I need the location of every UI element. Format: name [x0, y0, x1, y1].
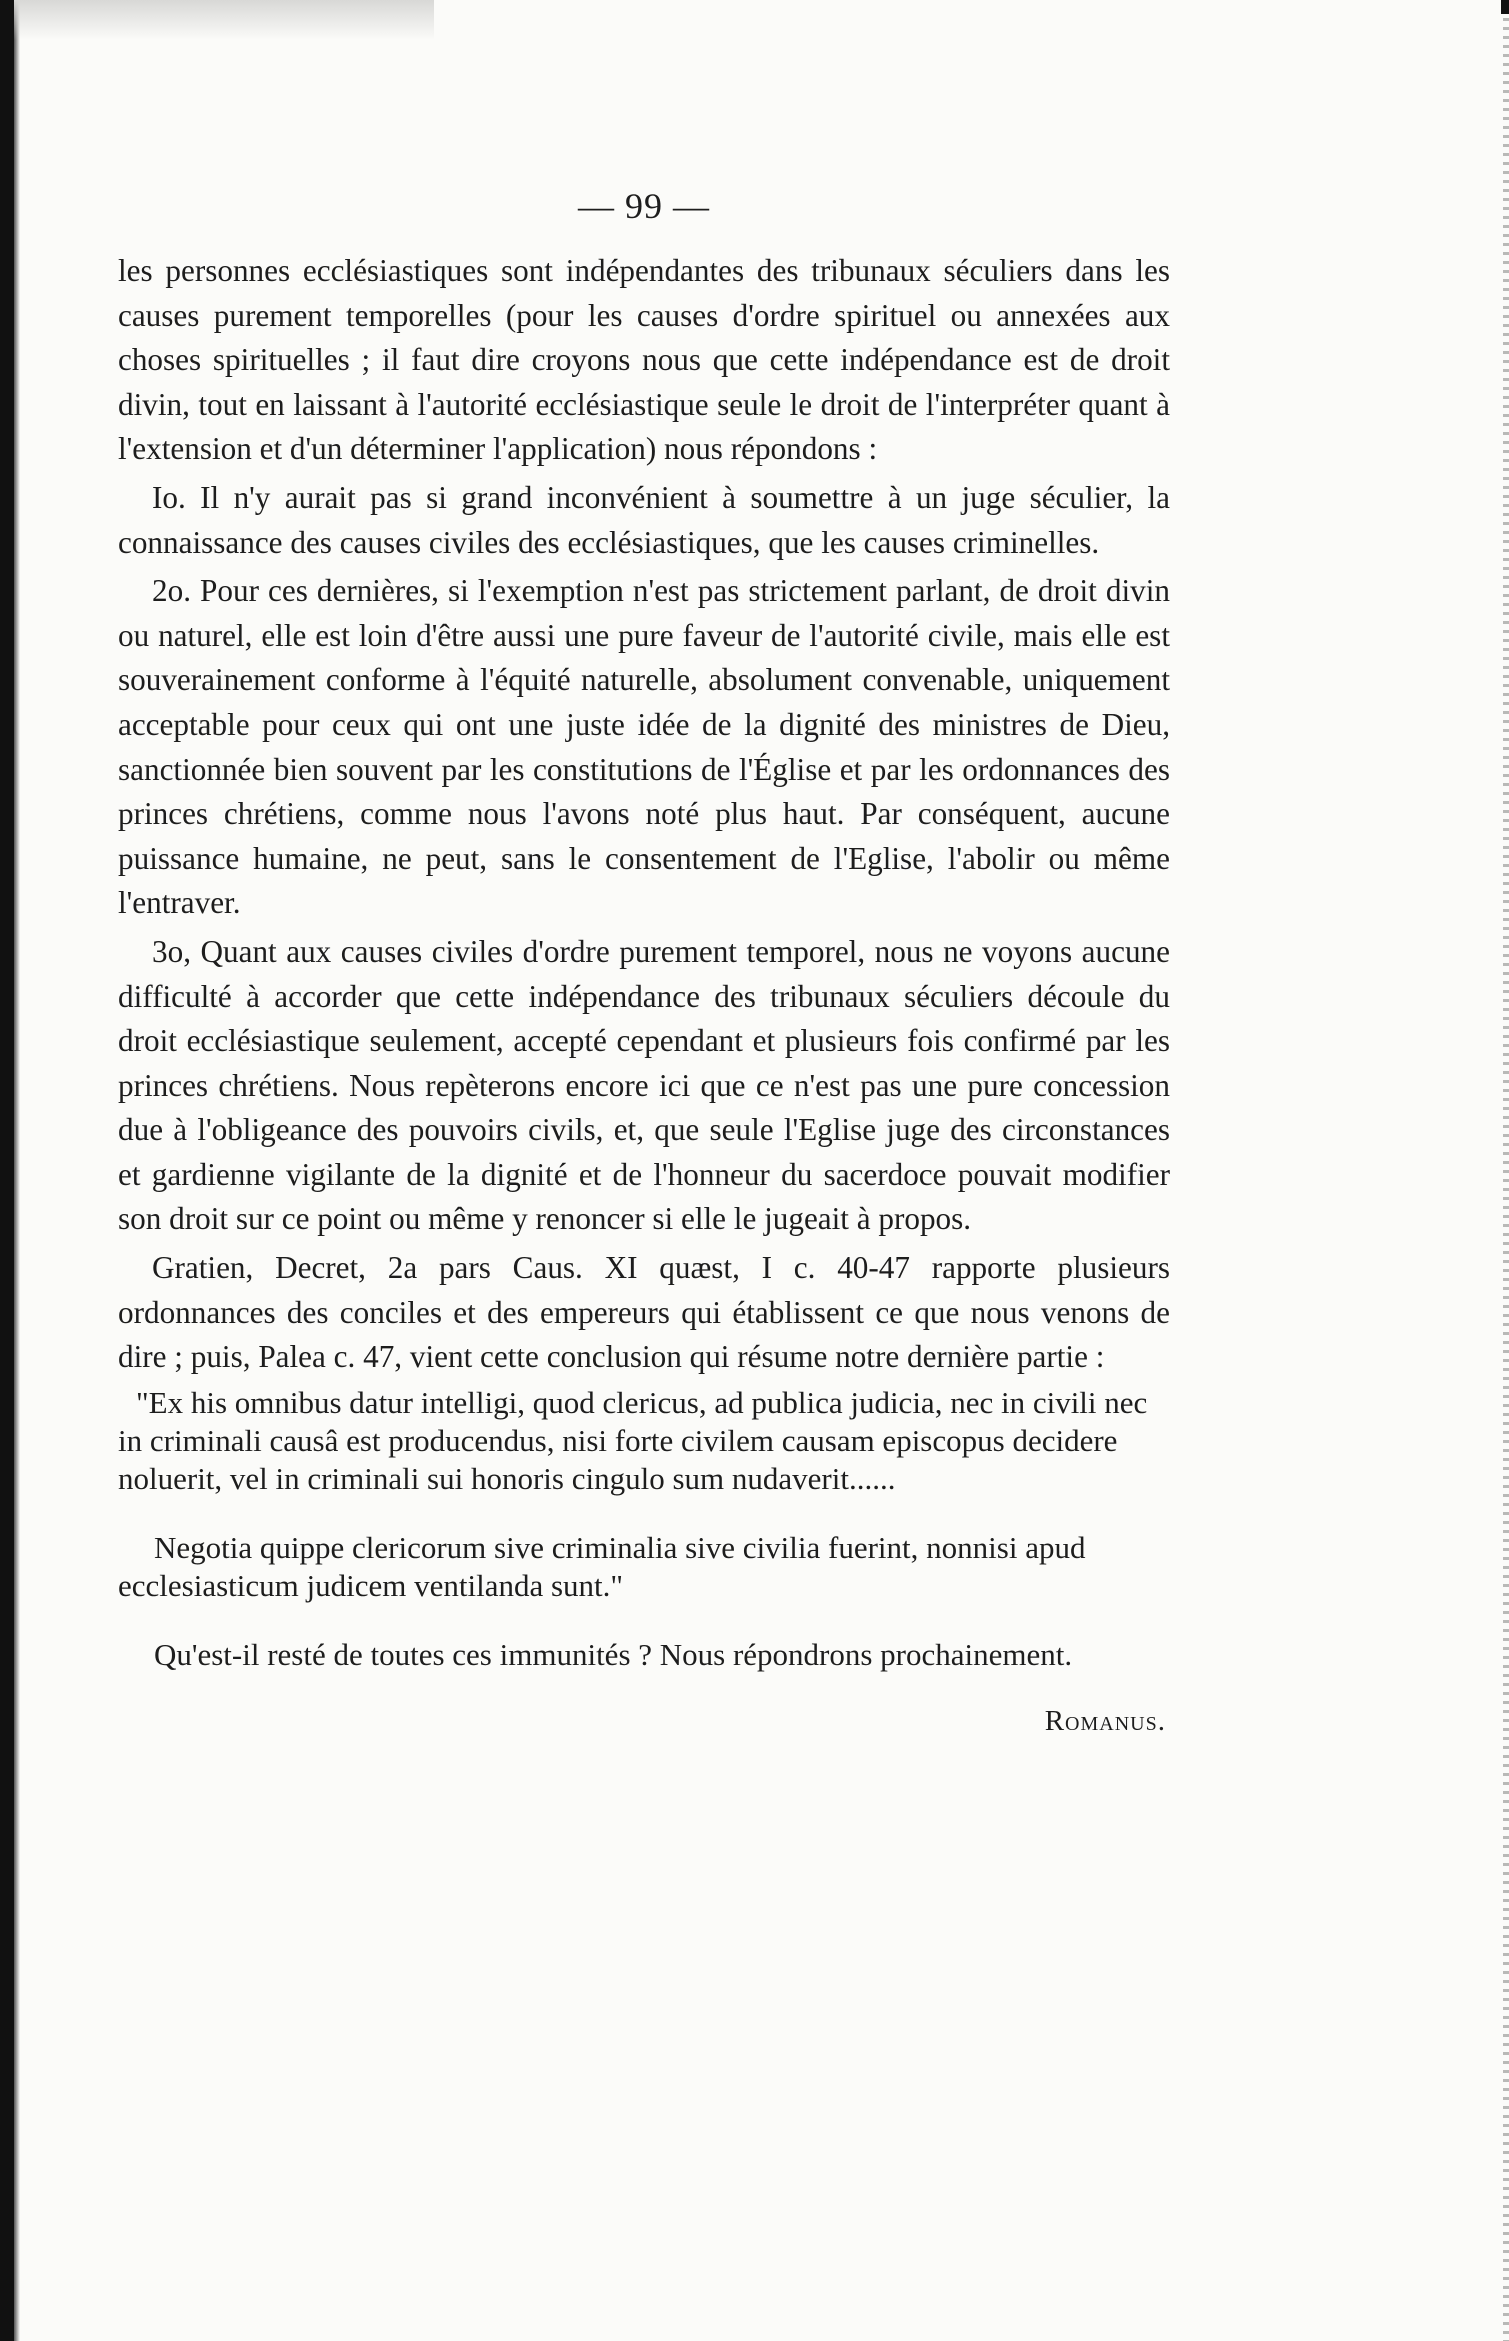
body-text	[118, 249, 1170, 1380]
closing-text: Qu'est-il resté de toutes ces immunités ? Nous répondrons prochainement.	[154, 1636, 1073, 1672]
scan-corner-mark	[1501, 0, 1509, 14]
paragraph-continuation: les personnes ecclésiastiques sont indépendantes des tribunaux séculiers dans les causes purement temporelles (pour les causes d'ordre spirituel ou annexées aux choses spirituelles ; il faut dire croyons nous que cette indépendance est de droit divin, tout en laissant à l'autorité ecclésiastique seule le droit de l'interpréter quant à l'extension et d'un déterminer l'application) nous répondons :	[118, 253, 1170, 467]
page-number: — 99 —	[578, 186, 710, 226]
scan-top-shadow	[14, 0, 434, 40]
latin-quotation	[118, 1384, 1170, 1605]
quote-paragraph-1: "Ex his omnibus datur intelligi, quod clericus, ad publica judicia, nec in civili nec in criminali causâ est producendus, nisi forte civilem causam episcopus decidere noluerit, vel in criminali sui honoris cingulo sum nudaverit......	[118, 1384, 1148, 1496]
paragraph-point-3: 3o, Quant aux causes civiles d'ordre purement temporel, nous ne voyons aucune difficulté à accorder que cette indépendance des tribunaux séculiers découle du droit ecclésiastique seulement, accepté cependant et plusieurs fois confirmé par les princes chrétiens. Nous repèterons encore ici que ce n'est pas une pure concession due à l'obligeance des pouvoirs civils, et, que seule l'Eglise juge des circonstances et gardienne vigilante de la dignité et de l'honneur du sacerdoce pouvait modifier son droit sur ce point ou même y renoncer si elle le jugeait à propos.	[118, 933, 1170, 1237]
paragraph-gratien: Gratien, Decret, 2a pars Caus. XI quæst, I c. 40-47 rapporte plusieurs ordonnances des conciles et des empereurs qui établissent ce que nous venons de dire ; puis, Palea c. 47, vient cette conclusion qui résume notre dernière partie :	[118, 1250, 1170, 1375]
quote-paragraph-2: Negotia quippe clericorum sive criminalia sive civilia fuerint, nonnisi apud ecclesiasticum judicem ventilanda sunt."	[118, 1529, 1086, 1603]
closing-paragraph	[118, 1636, 1170, 1674]
author-signature: Romanus.	[1044, 1704, 1166, 1737]
scan-right-edge	[1503, 0, 1509, 2341]
paragraph-point-1: Io. Il n'y aurait pas si grand inconvénient à soumettre à un juge séculier, la connaissance des causes civiles des ecclésiastiques, que les causes criminelles.	[118, 479, 1170, 560]
scan-left-edge	[0, 0, 14, 2341]
document-page	[118, 185, 1170, 1738]
paragraph-point-2: 2o. Pour ces dernières, si l'exemption n'est pas strictement parlant, de droit divin ou naturel, elle est loin d'être aussi une pure faveur de l'autorité civile, mais elle est souverainement conforme à l'équité naturelle, absolument convenable, uniquement acceptable pour ceux qui ont une juste idée de la dignité des ministres de Dieu, sanctionnée bien souvent par les constitutions de l'Église et par les ordonnances des princes chrétiens, comme nous l'avons noté plus haut. Par conséquent, aucune puissance humaine, ne peut, sans le consentement de l'Eglise, l'abolir ou même l'entraver.	[118, 573, 1170, 921]
scan-shadow	[14, 0, 20, 2341]
